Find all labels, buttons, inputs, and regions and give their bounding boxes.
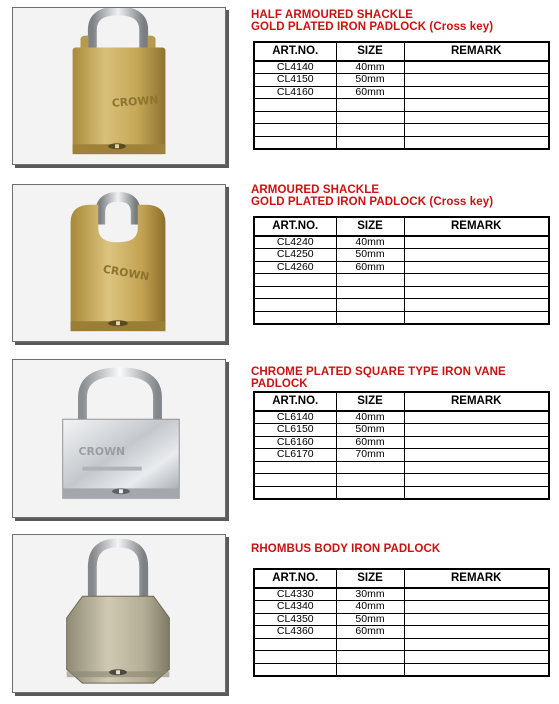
- crown-brand-mark: CROWN: [111, 93, 159, 110]
- cell-size: [336, 311, 404, 324]
- table-row: [254, 449, 549, 462]
- cell-remark: [404, 424, 549, 437]
- cell-remark: [404, 461, 549, 474]
- table-row: [254, 274, 549, 287]
- table-row: [254, 236, 549, 249]
- cell-size: [336, 274, 404, 287]
- cell-size: 60mm: [336, 436, 404, 449]
- cell-art-no: [254, 111, 336, 124]
- table-row: [254, 111, 549, 124]
- cell-art-no: [254, 99, 336, 112]
- cell-size: [336, 124, 404, 137]
- cell-size: 40mm: [336, 236, 404, 249]
- cell-remark: [404, 249, 549, 262]
- cell-remark: [404, 274, 549, 287]
- cell-art-no: CL4140: [254, 61, 336, 74]
- table-row: [254, 99, 549, 112]
- header-size: SIZE: [336, 392, 404, 411]
- cell-art-no: CL4260: [254, 261, 336, 274]
- cell-remark: [404, 651, 549, 664]
- chrome-square-padlock-image: [13, 360, 225, 517]
- section-3-title: [251, 366, 551, 390]
- cell-remark: [404, 136, 549, 149]
- table-header-row: [254, 392, 549, 411]
- table-row: [254, 261, 549, 274]
- cell-remark: [404, 411, 549, 424]
- product-photo-3: [12, 359, 226, 518]
- cell-size: [336, 461, 404, 474]
- cell-remark: [404, 261, 549, 274]
- section-2-title-line1: ARMOURED SHACKLE: [251, 184, 380, 196]
- cell-art-no: [254, 663, 336, 676]
- table-header-row: [254, 42, 549, 61]
- cell-remark: [404, 61, 549, 74]
- table-row: [254, 136, 549, 149]
- cell-art-no: CL6160: [254, 436, 336, 449]
- header-art-no: ART.NO.: [254, 392, 336, 411]
- section-2-title: [251, 184, 551, 208]
- table-row: [254, 601, 549, 614]
- table-row: [254, 124, 549, 137]
- header-remark: REMARK: [404, 569, 549, 588]
- cell-size: [336, 474, 404, 487]
- header-size: SIZE: [336, 217, 404, 236]
- section-2-title-line2: GOLD PLATED IRON PADLOCK: [251, 196, 427, 208]
- cell-art-no: CL4240: [254, 236, 336, 249]
- cell-size: 70mm: [336, 449, 404, 462]
- header-remark: REMARK: [404, 42, 549, 61]
- spec-table-2: [253, 216, 550, 325]
- table-row: [254, 61, 549, 74]
- header-size: SIZE: [336, 569, 404, 588]
- cell-size: [336, 136, 404, 149]
- section-1-title-line2: GOLD PLATED IRON PADLOCK: [251, 21, 427, 33]
- section-2-title-suffix: (Cross key): [429, 196, 494, 208]
- table-row: [254, 436, 549, 449]
- header-remark: REMARK: [404, 217, 549, 236]
- cell-art-no: [254, 651, 336, 664]
- table-row: [254, 411, 549, 424]
- cell-size: 60mm: [336, 626, 404, 639]
- table-row: [254, 249, 549, 262]
- cell-remark: [404, 601, 549, 614]
- rhombus-body-padlock-image: [13, 535, 225, 692]
- cell-size: 40mm: [336, 61, 404, 74]
- cell-art-no: [254, 486, 336, 499]
- table-row: [254, 461, 549, 474]
- table-row: [254, 74, 549, 87]
- section-4-title: [251, 543, 551, 555]
- cell-remark: [404, 111, 549, 124]
- cell-size: 50mm: [336, 424, 404, 437]
- cell-art-no: [254, 461, 336, 474]
- cell-remark: [404, 638, 549, 651]
- cell-art-no: CL6170: [254, 449, 336, 462]
- cell-art-no: [254, 274, 336, 287]
- cell-remark: [404, 436, 549, 449]
- cell-remark: [404, 474, 549, 487]
- cell-remark: [404, 449, 549, 462]
- cell-art-no: [254, 124, 336, 137]
- section-1-title-suffix: (Cross key): [429, 21, 494, 33]
- product-photo-4: [12, 534, 226, 693]
- cell-size: [336, 99, 404, 112]
- header-remark: REMARK: [404, 392, 549, 411]
- cell-remark: [404, 86, 549, 99]
- table-header-row: [254, 217, 549, 236]
- cell-remark: [404, 236, 549, 249]
- section-1-title-line1: HALF ARMOURED SHACKLE: [251, 9, 414, 21]
- table-row: [254, 311, 549, 324]
- cell-size: [336, 299, 404, 312]
- cell-art-no: CL4150: [254, 74, 336, 87]
- cell-size: 40mm: [336, 411, 404, 424]
- product-photo-2: [12, 184, 226, 342]
- table-row: [254, 299, 549, 312]
- section-4-title-line1: RHOMBUS BODY IRON PADLOCK: [251, 543, 441, 555]
- cell-size: 30mm: [336, 588, 404, 601]
- cell-size: 60mm: [336, 261, 404, 274]
- cell-art-no: CL4350: [254, 613, 336, 626]
- table-row: [254, 286, 549, 299]
- spec-table-1: [253, 41, 550, 150]
- header-art-no: ART.NO.: [254, 217, 336, 236]
- table-header-row: [254, 569, 549, 588]
- cell-remark: [404, 74, 549, 87]
- header-size: SIZE: [336, 42, 404, 61]
- cell-remark: [404, 299, 549, 312]
- cell-remark: [404, 311, 549, 324]
- table-row: [254, 626, 549, 639]
- cell-art-no: [254, 286, 336, 299]
- cell-size: 50mm: [336, 613, 404, 626]
- table-row: [254, 474, 549, 487]
- cell-size: [336, 651, 404, 664]
- gold-half-armoured-padlock-image: [13, 8, 225, 164]
- cell-art-no: CL4360: [254, 626, 336, 639]
- cell-remark: [404, 124, 549, 137]
- cell-size: 50mm: [336, 249, 404, 262]
- crown-brand-mark: CROWN: [78, 444, 126, 458]
- cell-size: 40mm: [336, 601, 404, 614]
- product-photo-1: [12, 7, 226, 165]
- cell-art-no: CL4160: [254, 86, 336, 99]
- table-row: [254, 663, 549, 676]
- spec-table-3: [253, 391, 550, 500]
- table-row: [254, 613, 549, 626]
- cell-art-no: [254, 136, 336, 149]
- cell-art-no: CL4340: [254, 601, 336, 614]
- cell-art-no: [254, 299, 336, 312]
- cell-size: [336, 286, 404, 299]
- cell-remark: [404, 588, 549, 601]
- cell-art-no: [254, 311, 336, 324]
- cell-remark: [404, 486, 549, 499]
- section-1-title: [251, 9, 551, 33]
- table-row: [254, 424, 549, 437]
- cell-remark: [404, 99, 549, 112]
- table-row: [254, 651, 549, 664]
- spec-table-4: [253, 568, 550, 677]
- cell-size: 60mm: [336, 86, 404, 99]
- cell-size: 50mm: [336, 74, 404, 87]
- cell-art-no: CL6150: [254, 424, 336, 437]
- table-row: [254, 588, 549, 601]
- cell-size: [336, 638, 404, 651]
- gold-armoured-padlock-image: [13, 185, 225, 341]
- cell-art-no: [254, 474, 336, 487]
- cell-remark: [404, 613, 549, 626]
- header-art-no: ART.NO.: [254, 569, 336, 588]
- table-row: [254, 486, 549, 499]
- cell-remark: [404, 286, 549, 299]
- cell-art-no: CL4250: [254, 249, 336, 262]
- cell-art-no: CL6140: [254, 411, 336, 424]
- crown-brand-mark: CROWN: [101, 262, 151, 284]
- cell-size: [336, 111, 404, 124]
- cell-size: [336, 663, 404, 676]
- cell-remark: [404, 626, 549, 639]
- cell-remark: [404, 663, 549, 676]
- cell-art-no: CL4330: [254, 588, 336, 601]
- cell-art-no: [254, 638, 336, 651]
- header-art-no: ART.NO.: [254, 42, 336, 61]
- section-3-title-line1: CHROME PLATED SQUARE TYPE IRON VANE PADLOCK: [251, 366, 506, 390]
- table-row: [254, 86, 549, 99]
- cell-size: [336, 486, 404, 499]
- table-row: [254, 638, 549, 651]
